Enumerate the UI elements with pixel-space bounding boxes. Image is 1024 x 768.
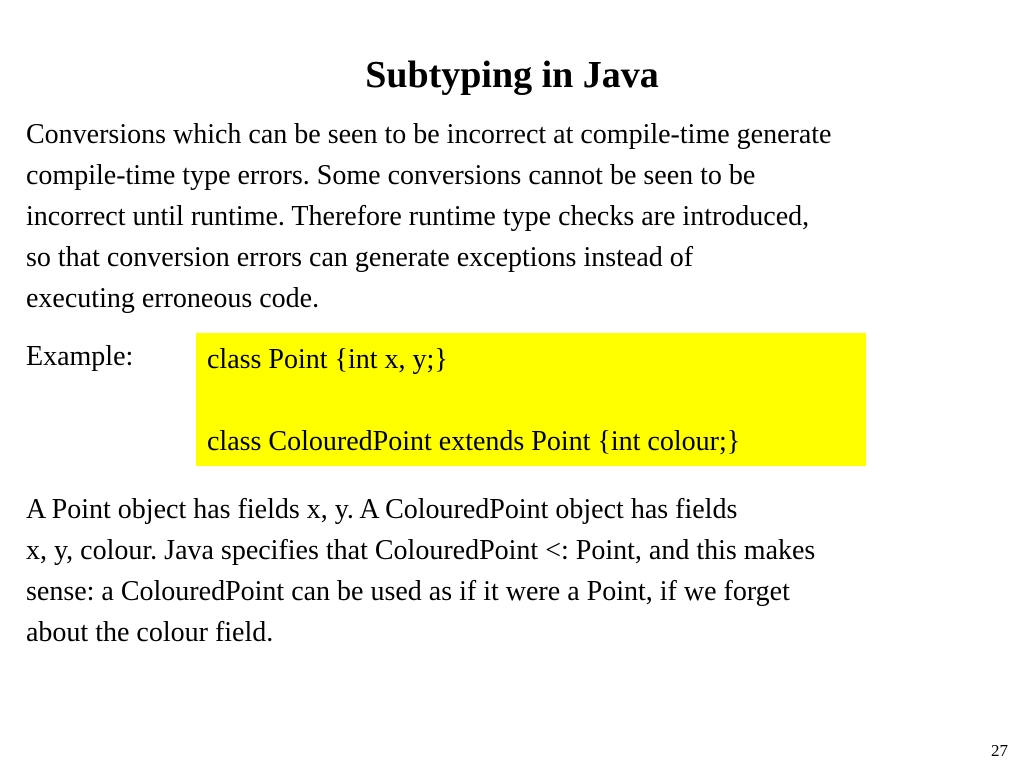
intro-line: executing erroneous code. (26, 283, 320, 314)
outro-line: sense: a ColouredPoint can be used as if it were a Point, if we forget (26, 576, 790, 607)
code-example-box (196, 333, 866, 466)
outro-line: A Point object has fields x, y. A ColouredPoint object has fields (26, 494, 738, 525)
code-line: class Point {int x, y;} (207, 344, 448, 375)
intro-paragraph (26, 114, 1016, 319)
outro-line: x, y, colour. Java specifies that ColouredPoint <: Point, and this makes (26, 535, 816, 566)
outro-paragraph (26, 489, 1016, 653)
slide-title: Subtyping in Java (365, 54, 659, 96)
code-line: class ColouredPoint extends Point {int colour;} (207, 426, 741, 457)
intro-line: Conversions which can be seen to be incorrect at compile-time generate (26, 119, 832, 150)
intro-line: incorrect until runtime. Therefore runtime type checks are introduced, (26, 201, 810, 232)
intro-line: so that conversion errors can generate exceptions instead of (26, 242, 694, 273)
page-number: 27 (991, 741, 1008, 760)
example-label: Example: (26, 341, 134, 372)
outro-line: about the colour field. (26, 617, 274, 648)
code-line-blank (207, 380, 866, 421)
intro-line: compile-time type errors. Some conversions cannot be seen to be (26, 160, 756, 191)
